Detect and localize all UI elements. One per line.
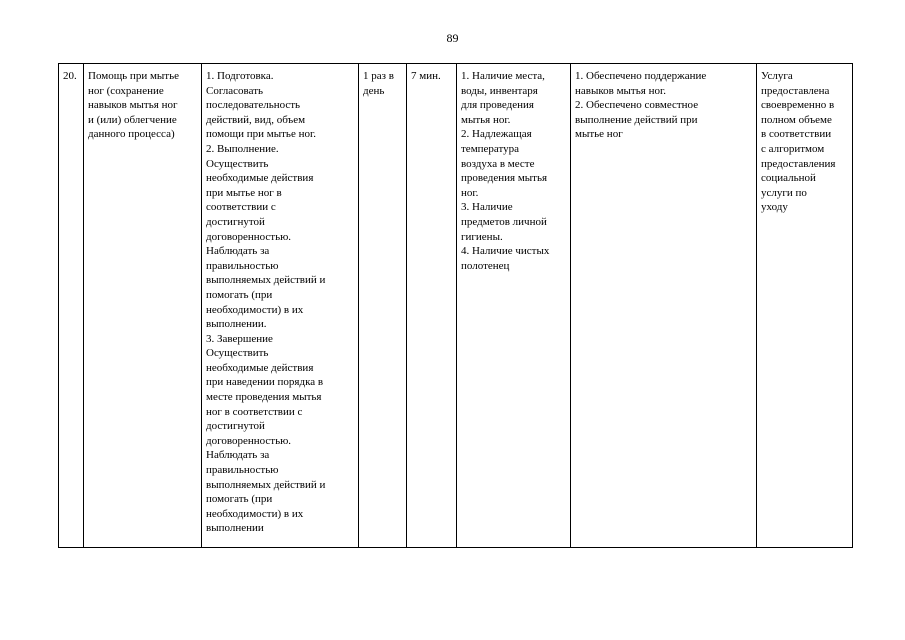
service-content: 1. Подготовка. Согласовать последовательность действий, вид, объем помощи при мытье ног. 2. Выполнение. Осуществить необходимые действия при мытье ног в соответствии с достигнутой договоренностью. Наблюдать за правильностью выполняемых действий и помогать (при необходимости) в их выполнении. 3. Завершение Осуществить необходимые действия при наведении порядка в месте проведения мытья ног в соответствии с достигнутой договоренностью. Наблюдать за правильностью выполняемых действий и помогать (при необходимости) в их выполнении bbox=[206, 70, 326, 535]
row-index: 20. bbox=[63, 70, 77, 82]
evaluation-cell bbox=[757, 64, 853, 548]
conditions-cell bbox=[457, 64, 571, 548]
service-quality: 1. Обеспечено поддержание навыков мытья ног. 2. Обеспечено совместное выполнение действий при мытье ног bbox=[575, 70, 707, 141]
service-duration: 7 мин. bbox=[411, 70, 441, 82]
service-evaluation: Услуга предоставлена своевременно в полном объеме в соответствии с алгоритмом предоставления социальной услуги по уходу bbox=[761, 70, 836, 214]
service-frequency: 1 раз в день bbox=[363, 70, 394, 97]
row-index-cell bbox=[59, 64, 84, 548]
service-name: Помощь при мытье ног (сохранение навыков мытья ног и (или) облегчение данного процесса) bbox=[88, 70, 180, 141]
service-content-cell bbox=[202, 64, 359, 548]
quality-cell bbox=[571, 64, 757, 548]
table-row bbox=[59, 64, 853, 548]
duration-cell bbox=[407, 64, 457, 548]
service-name-cell bbox=[84, 64, 202, 548]
frequency-cell bbox=[359, 64, 407, 548]
service-conditions: 1. Наличие места, воды, инвентаря для проведения мытья ног. 2. Надлежащая температура воздуха в месте проведения мытья ног. 3. Наличие предметов личной гигиены. 4. Наличие чистых полотенец bbox=[461, 70, 550, 272]
service-standard-table bbox=[58, 63, 853, 548]
page-number: 89 bbox=[446, 31, 459, 45]
